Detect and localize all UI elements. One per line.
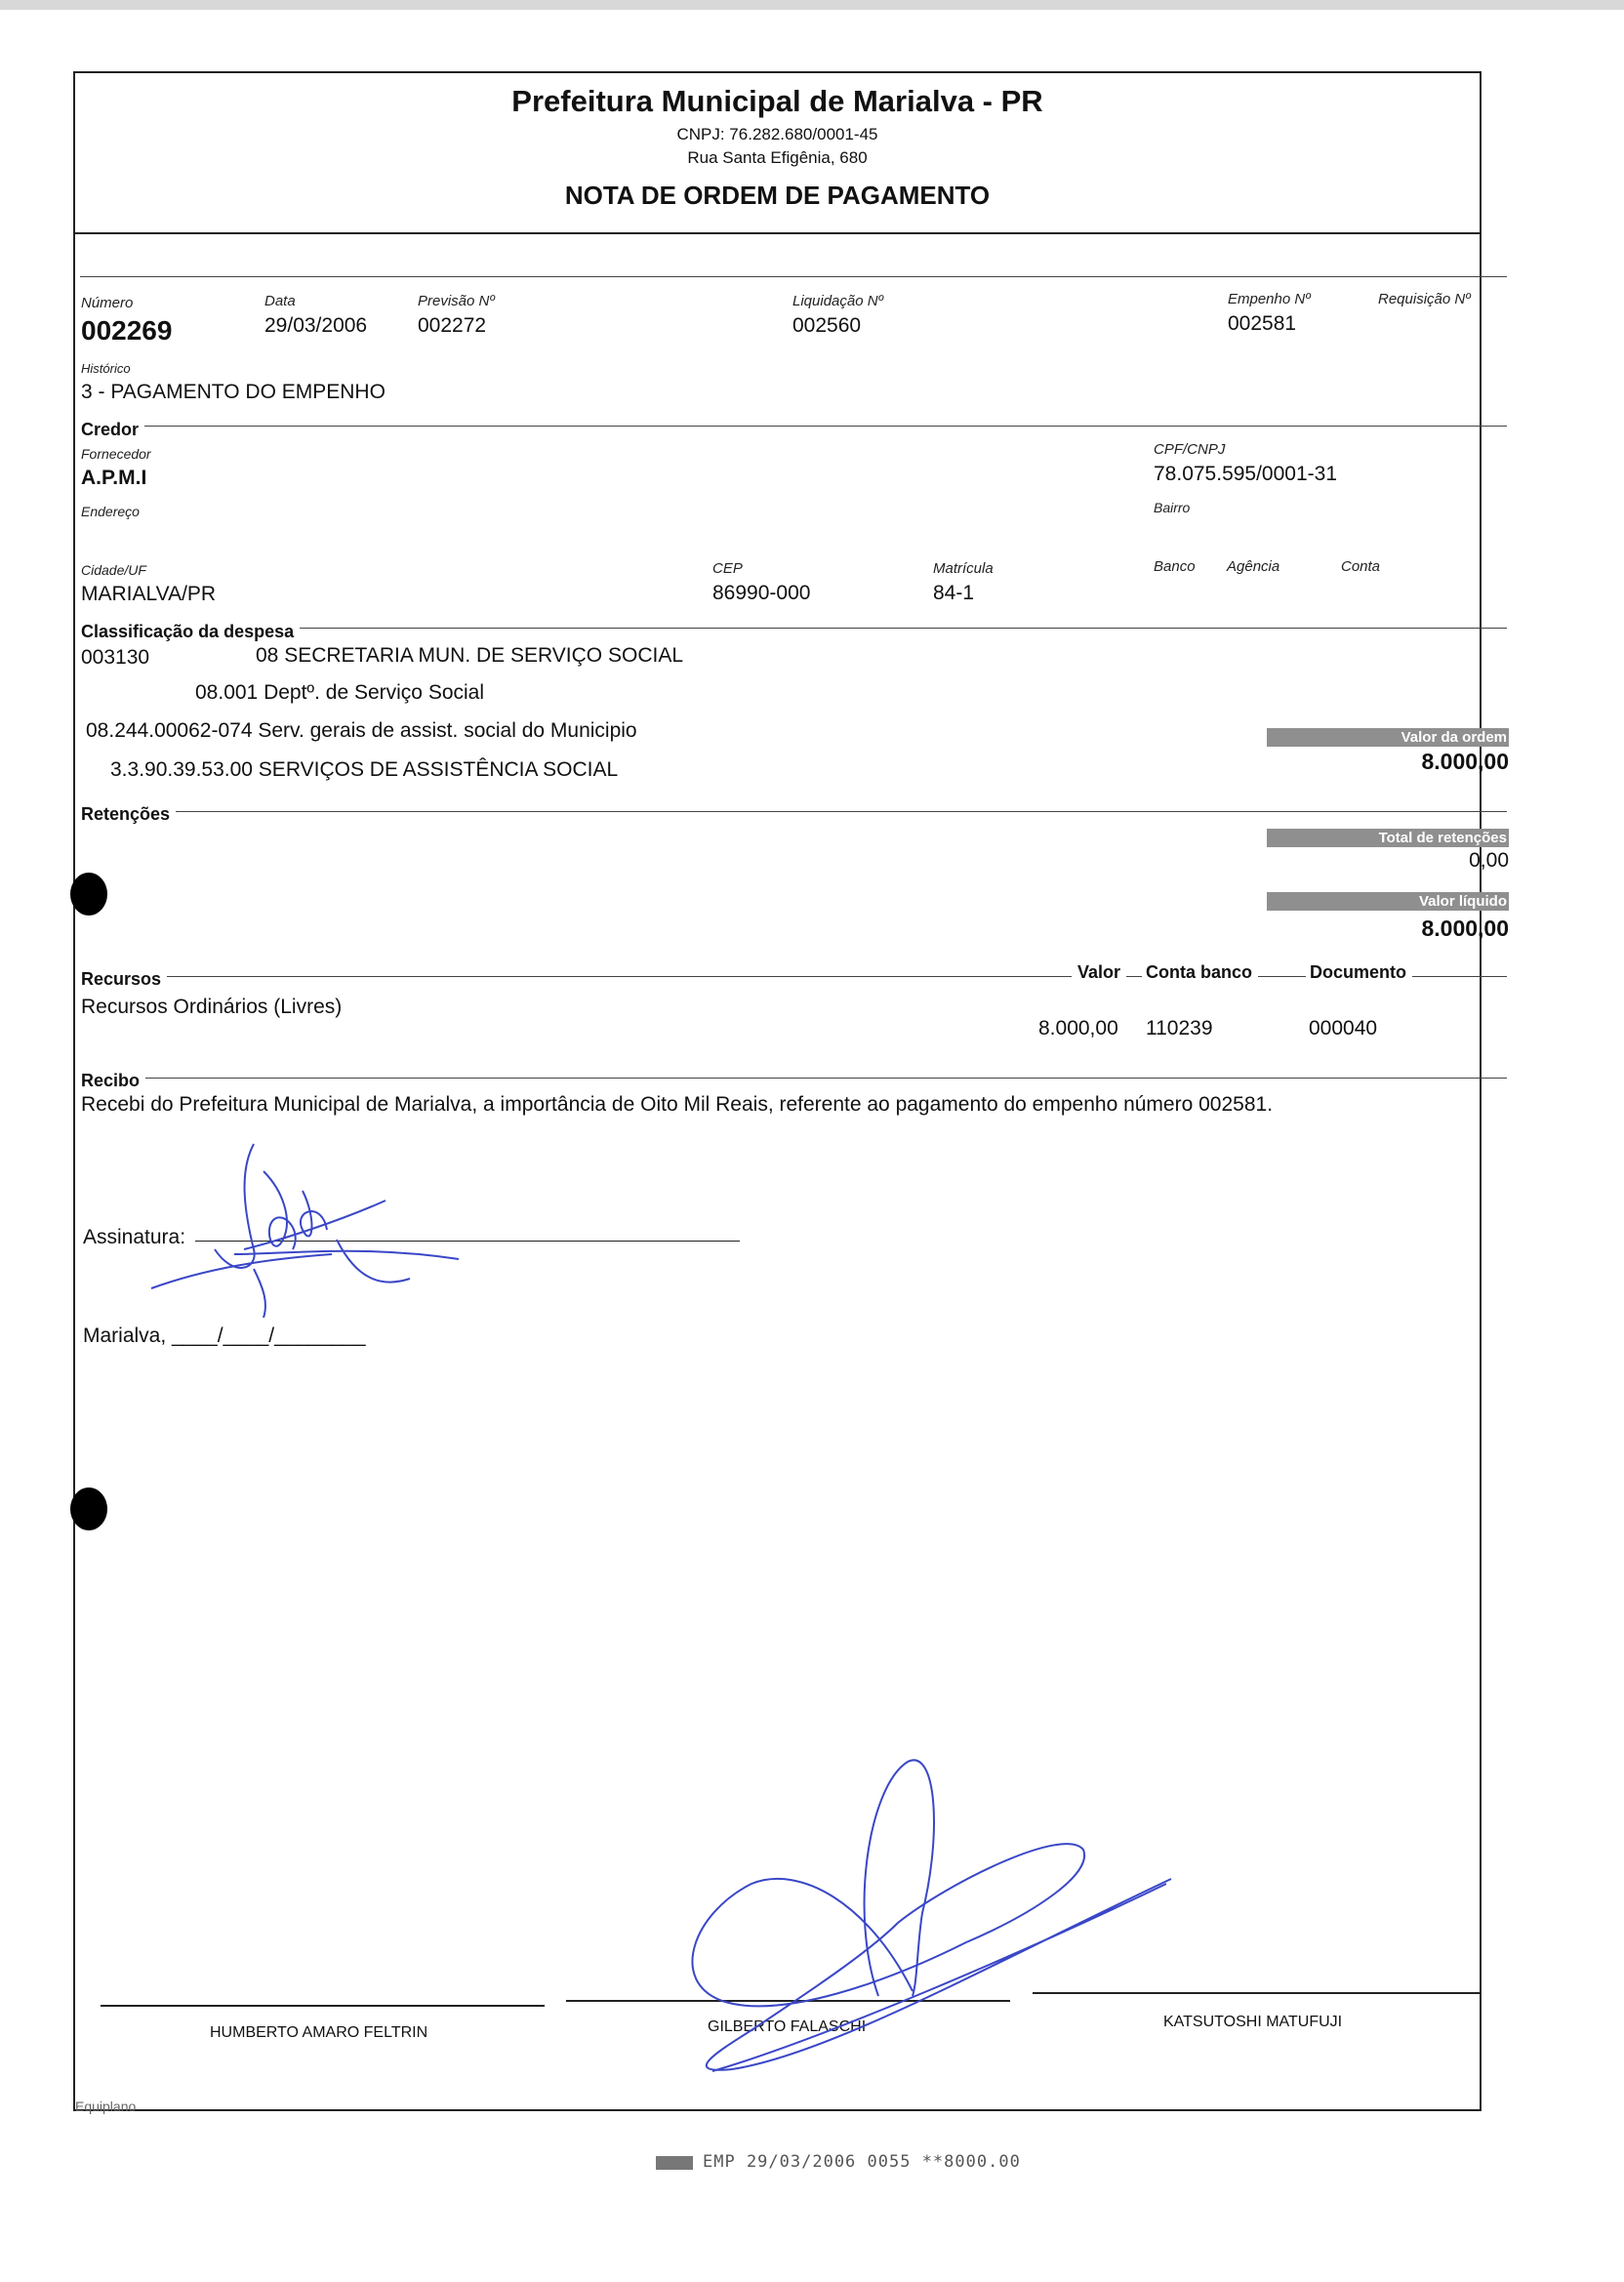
recibo-text: Recebi do Prefeitura Municipal de Marialva, a importância de Oito Mil Reais, referente ao pagamento do empenho número 002581.	[81, 1093, 1274, 1116]
assinatura-label: Assinatura:	[83, 1226, 186, 1248]
fornecedor-value: A.P.M.I	[81, 467, 147, 489]
cidade-value: MARIALVA/PR	[81, 583, 217, 605]
recursos-conta-banco: 110239	[1146, 1017, 1213, 1039]
cidade-label: Cidade/UF	[81, 562, 146, 578]
empenho-label: Empenho Nº	[1228, 291, 1311, 307]
numero-value: 002269	[81, 315, 173, 346]
header-divider	[73, 232, 1482, 234]
liquidacao-label: Liquidação Nº	[792, 293, 884, 309]
classificacao-section: Classificação da despesa	[81, 622, 300, 642]
classificacao-line3: 08.244.00062-074 Serv. gerais de assist. social do Municipio	[86, 719, 637, 742]
data-value: 29/03/2006	[264, 314, 368, 337]
total-retencoes-label: Total de retenções	[1267, 829, 1509, 847]
valor-liquido-label: Valor líquido	[1267, 892, 1509, 911]
data-label: Data	[264, 293, 296, 309]
liquidacao-value: 002560	[792, 314, 862, 337]
previsao-label: Previsão Nº	[418, 293, 495, 309]
valor-ordem-value: 8.000,00	[1421, 749, 1509, 774]
recibo-rule	[81, 1078, 1507, 1079]
agencia-label: Agência	[1227, 558, 1280, 575]
document-title: NOTA DE ORDEM DE PAGAMENTO	[564, 181, 991, 210]
recursos-documento: 000040	[1309, 1017, 1378, 1039]
retencoes-rule	[81, 811, 1507, 812]
recursos-fonte: Recursos Ordinários (Livres)	[81, 996, 343, 1018]
stamp-mark	[656, 2156, 693, 2170]
credor-rule	[81, 426, 1507, 427]
total-retencoes-value: 0,00	[1469, 849, 1509, 872]
signatory-name-3: KATSUTOSHI MATUFUJI	[1163, 2014, 1343, 2030]
endereco-label: Endereço	[81, 504, 140, 519]
classificacao-code: 003130	[81, 646, 150, 669]
punch-hole	[70, 1487, 107, 1530]
signatory-name-2: GILBERTO FALASCHI	[708, 2018, 867, 2035]
local-data: Marialva, ____/____/________	[83, 1324, 366, 1347]
signatory-line-1	[101, 2005, 545, 2007]
valor-ordem-label: Valor da ordem	[1267, 728, 1509, 747]
requisicao-label: Requisição Nº	[1378, 291, 1471, 307]
recibo-signature	[146, 1132, 468, 1318]
recursos-conta-banco-label: Conta banco	[1142, 962, 1258, 983]
header	[73, 78, 1482, 211]
recursos-valor: 8.000,00	[1038, 1017, 1118, 1039]
credor-section: Credor	[81, 420, 144, 440]
brand-text: Equiplano	[75, 2099, 137, 2114]
fornecedor-label: Fornecedor	[81, 446, 151, 462]
cnpj-text: CNPJ: 76.282.680/0001-45	[676, 125, 878, 143]
recursos-documento-label: Documento	[1306, 962, 1412, 983]
page-title: Prefeitura Municipal de Marialva - PR	[511, 84, 1043, 118]
recursos-rule	[81, 976, 1507, 977]
cpf-value: 78.075.595/0001-31	[1154, 463, 1338, 485]
valor-liquido-value: 8.000,00	[1421, 916, 1509, 941]
numero-label: Número	[81, 295, 134, 311]
bank-stamp: EMP 29/03/2006 0055 **8000.00	[703, 2152, 1021, 2172]
scan-edge	[0, 0, 1624, 10]
top-rule	[80, 276, 1507, 277]
cep-value: 86990-000	[712, 582, 811, 604]
cep-label: CEP	[712, 560, 743, 577]
classificacao-line2: 08.001 Deptº. de Serviço Social	[195, 681, 485, 704]
signatory-signature	[673, 1747, 1181, 2079]
signatory-name-1: HUMBERTO AMARO FELTRIN	[210, 2024, 428, 2041]
recursos-section: Recursos	[81, 969, 167, 990]
conta-label: Conta	[1341, 558, 1381, 575]
matricula-label: Matrícula	[933, 560, 994, 577]
retencoes-section: Retenções	[81, 804, 176, 825]
previsao-value: 002272	[418, 314, 487, 337]
classificacao-line1: 08 SECRETARIA MUN. DE SERVIÇO SOCIAL	[256, 644, 684, 667]
historico-value: 3 - PAGAMENTO DO EMPENHO	[81, 381, 386, 403]
punch-hole	[70, 873, 107, 916]
classificacao-line4: 3.3.90.39.53.00 SERVIÇOS DE ASSISTÊNCIA SOCIAL	[110, 758, 619, 781]
banco-label: Banco	[1154, 558, 1196, 575]
recibo-section: Recibo	[81, 1071, 145, 1091]
bairro-label: Bairro	[1154, 500, 1191, 515]
matricula-value: 84-1	[933, 582, 975, 604]
recursos-valor-label: Valor	[1072, 962, 1126, 983]
cpf-label: CPF/CNPJ	[1154, 441, 1226, 458]
address-text: Rua Santa Efigênia, 680	[687, 148, 868, 167]
historico-label: Histórico	[81, 361, 131, 376]
empenho-value: 002581	[1228, 312, 1297, 335]
